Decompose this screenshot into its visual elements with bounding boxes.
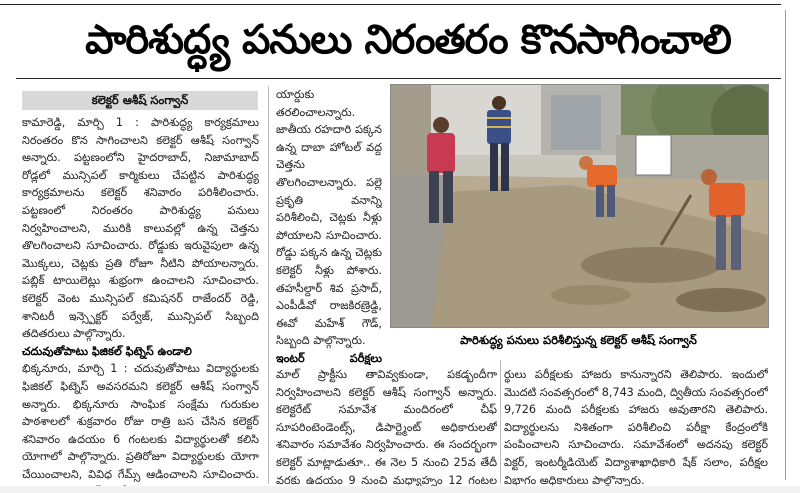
column-2-paragraph-1: యార్డుకు తరలించాలన్నారు. జాతీయ రహదారి పక్కన ఉన్న దాబా హోటల్ వద్ద చెత్తను తొలగించాలన్నారు. పల్లె ప్రకృతి వనాన్ని పరిశీలించి, చెట్లకు నీళ్లు పోయాలని సూచించారు. రోడ్డు పక్కన ఉన్న చెట్లకు కలెక్టర్ నీళ్లు పోశారు. తహసీల్దార్ శివ ప్రసాద్, ఎంపీడీవో రాజకిరణ్రెడ్డి, ఈవో మహేశ్ గౌడ్, సిబ్బంది పాల్గొన్నారు. (276, 88, 382, 348)
column-1-paragraph-1: కామారెడ్డి, మార్చి 1 : పారిశుద్ధ్య కార్యక్రమాలు నిరంతరం కొన సాగించాలని కలెక్టర్ ఆశీష్ సంగ్వాన్ అన్నారు. పట్టణంలోని హైదరాబాద్, నిజామాబాద్ రోడ్లలో మున్సిపల్ కార్మికులు చేపట్టిన పారిశుద్ధ్య కార్యక్రమాలను కలెక్టర్ శనివారం పరిశీలించారు. పట్టణంలో నిరంతరం పారిశుద్ధ్య పనులు నిర్వహించాలని, మురికి కాలువల్లో ఉన్న చెత్తను తొలగించాలని సూచించారు. రోడ్డుకు ఇరువైపులా ఉన్న మొక్కలు, చెట్లకు ప్రతి రోజూ నీటిని పోయాలన్నారు. పబ్లిక్ టాయిలెట్లు శుభ్రంగా ఉంచాలని సూచించారు. కలెక్టర్ వెంట మున్సిపల్ కమిషనర్ రాజేందర్ రెడ్డి, శానిటరీ ఇన్స్పెక్టర్ పర్వేజ్, మున్సిపల్ సిబ్బంది తదితరులు పాల్గొన్నారు. (22, 116, 259, 341)
subhead-physical-fitness: చదువుతోపాటు ఫిజికల్ ఫిట్నెస్ ఉండాలి (22, 344, 192, 358)
news-photo (390, 84, 769, 328)
column-3-paragraph: మాల్ ప్రాక్టీసు తావివ్వకుండా, పకడ్బందీగా నిర్వహించాలని కలెక్టర్ ఆశీష్ సంగ్వాన్ అన్నారు. కలెక్టరేట్ సమావేశ మందిరంలో చీఫ్ సూపరింటెండెంట్స్, డిపార్ట్మెంట్ అధికారులతో శనివారం సమావేశం నిర్వహించారు. ఈ సందర్భంగా కలెక్టర్ మాట్లాడుతూ.. ఈ నెల 5 నుంచి 25వ తేదీ వరకు ఉదయం 9 నుంచి మధ్యాహ్నం 12 గంటల (276, 368, 497, 486)
headline-rule (16, 78, 781, 79)
top-rule (0, 4, 781, 5)
column-4-paragraph: ర్థులు పరీక్షలకు హాజరు కానున్నారని తెలిపారు. ఇందులో మొదటి సంవత్సరంలో 8,743 మంది, ద్వితీయ సంవత్సరంలో 9,726 మంది పరీక్షలకు హాజరు అవుతారని తెలిపారు. విద్యార్థులను నిశితంగా పరిశీలించి పరీక్షా కేంద్రంలోకి పంపించాలని సూచించారు. సమావేశంలో అదనపు కలెక్టర్ విక్టర్, ఇంటర్మీడియెట్ విద్యాశాఖాధికారి షేక్ సలాం, పరీక్షల విభాగం అధికారులు పాల్గొన్నారు. (504, 368, 768, 486)
bottom-strip (0, 486, 800, 493)
headline: పారిశుద్ధ్య పనులు నిరంతరం కొనసాగించాలి (85, 17, 731, 63)
article-column-4 (504, 366, 768, 486)
article-column-3 (276, 366, 497, 486)
column-separator (500, 360, 501, 484)
byline: కలెక్టర్ ఆశీష్ సంగ్వాన్ (22, 91, 258, 110)
article-column-1 (22, 114, 259, 486)
photo-illustration (391, 85, 768, 327)
subhead-inter-exams: ఇంటర్ పరీక్షలు (276, 351, 382, 365)
adjacent-page-edge (781, 0, 800, 493)
column-1-paragraph-2: భిక్కనూరు, మార్చి 1 : చదువుతోపాటు విద్యార్థులకు ఫిజికల్ ఫిట్నెస్ అవసరమని కలెక్టర్ ఆశీష్ సంగ్వాన్ అన్నారు. భిక్కనూరు సాంఘిక సంక్షేమ గురుకుల పాఠశాలలో శుక్రవారం రోజు రాత్రి బస చేసిన కలెక్టర్ శనివారం ఉదయం 6 గంటలకు విద్యార్థులతో కలిసి యోగాలో పాల్గొన్నారు. ప్రతిరోజూ విద్యార్థులకు యోగా చేయించాలని, వివిధ గేమ్స్ ఆడించాలని సూచించారు. (22, 362, 259, 481)
column-separator (268, 86, 269, 484)
article-column-2 (276, 86, 382, 366)
photo-caption: పారిశుద్ధ్య పనులు పరిశీలిస్తున్న కలెక్టర్ ఆశీష్ సంగ్వాన్ (460, 333, 697, 347)
